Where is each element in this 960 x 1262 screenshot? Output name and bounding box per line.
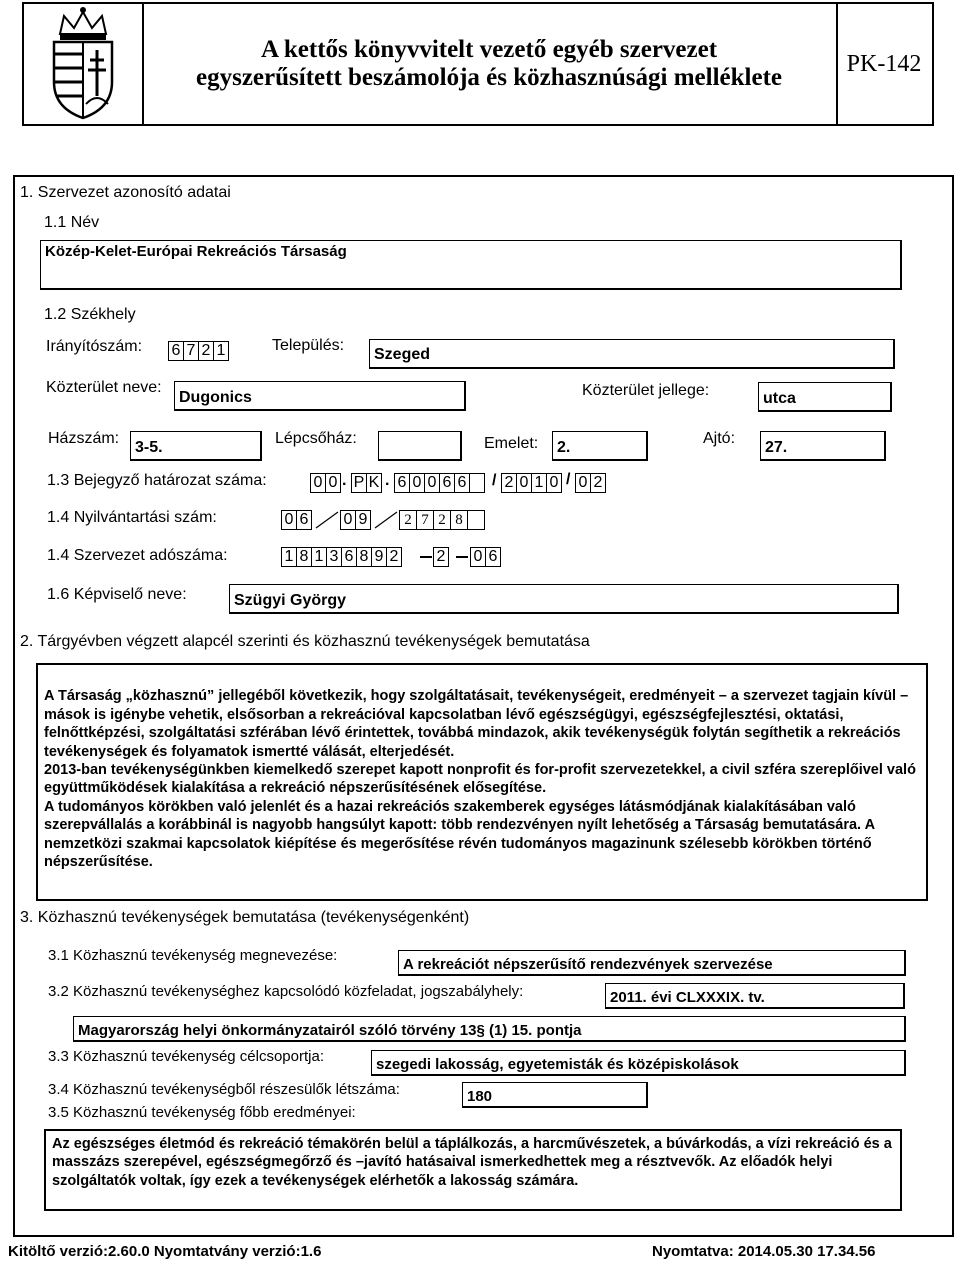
rep-value: Szügyi György [234,592,347,609]
activities-textarea[interactable] [36,663,928,901]
name-field[interactable] [40,240,902,290]
door-field[interactable] [760,431,886,461]
footer-version: Kitöltő verzió:2.60.0 Nyomtatvány verzió:1.6 [8,1243,322,1260]
tax-digit: 6 [485,547,501,567]
tax-digit: 3 [326,547,342,567]
hungarian-coat-of-arms-icon [24,4,142,124]
tax-digit: 0 [470,547,486,567]
registry-digit: 0 [281,510,297,530]
reg-decision-label: 1.3 Bejegyző határozat száma: [47,472,267,489]
section2-heading: 2. Tárgyévben végzett alapcél szerinti és közhasznú tevékenységek bemutatása [20,633,590,650]
reg-digit: 1 [531,473,547,493]
public-task-field2[interactable] [73,1016,906,1042]
reg-dot: . [385,472,390,489]
form-title-line2: egyszerűsített beszámolója és közhasznúsági melléklete [196,64,782,91]
street-type-label: Közterület jellege: [582,382,710,399]
reg-decision-part3[interactable] [395,473,485,493]
zip-field[interactable] [169,341,229,361]
city-value: Szeged [374,346,431,363]
participants-label: 3.4 Közhasznú tevékenységből részesülők létszáma: [48,1081,400,1098]
registry-separator [314,508,340,532]
house-value: 3-5. [135,439,163,456]
footer-printed: Nyomtatva: 2014.05.30 17.34.56 [652,1243,876,1260]
tax-digit: 8 [356,547,372,567]
street-label: Közterület neve: [46,379,162,396]
reg-digit: 6 [454,473,470,493]
reg-decision-part5[interactable] [576,473,606,493]
tax-digit: 6 [341,547,357,567]
reg-digit: 0 [310,473,326,493]
registry-digit: 0 [340,510,356,530]
reg-digit: 0 [409,473,425,493]
reg-digit: 2 [590,473,606,493]
reg-digit: K [366,473,382,493]
tax-part2[interactable] [434,547,449,567]
target-group-value: szegedi lakosság, egyetemisták és középiskolások [376,1056,739,1073]
registry-digit: 2 [399,510,417,530]
results-text: Az egészséges életmód és rekreáció témakörén belül a táplálkozás, a harcművészetek, a búvárkodás, a vízi rekreáció és a masszázs szerepével, egészségmegőrző és –javító hatásaival ismerkedhettek meg a résztvevők. Az előadók helyi szolgáltatók voltak, így ezek a tevékenységek elérhetők a lakosság számára. [52,1136,892,1189]
registry-digit: 8 [450,510,468,530]
tax-digit: 2 [433,547,449,567]
registry-digit: 2 [433,510,451,530]
registry-digit [467,510,485,530]
reg-decision-part4[interactable] [502,473,562,493]
form-code: PK-142 [846,50,922,77]
public-task-value1: 2011. évi CLXXXIX. tv. [610,989,765,1006]
reg-digit [469,473,485,493]
public-task-field1[interactable] [605,983,905,1009]
stair-field[interactable] [378,431,462,461]
stair-label: Lépcsőház: [275,430,357,447]
tax-dash [420,556,432,558]
tax-part1[interactable] [282,547,402,567]
reg-slash: / [566,471,571,488]
section1-heading: 1. Szervezet azonosító adatai [20,184,231,201]
public-task-value2: Magyarország helyi önkormányzatairól szóló törvény 13§ (1) 15. pontja [78,1022,582,1039]
rep-field[interactable] [229,584,899,614]
city-label: Település: [272,337,345,354]
activity-name-value: A rekreációt népszerűsítő rendezvények szervezése [403,956,773,973]
results-label: 3.5 Közhasznú tevékenység főbb eredményei: [48,1104,356,1121]
reg-digit: 0 [325,473,341,493]
crest-cell [24,4,144,124]
house-label: Házszám: [48,430,120,447]
tax-dash [456,556,468,558]
form-header [22,2,934,126]
seat-label: 1.2 Székhely [44,306,136,323]
house-field[interactable] [130,431,262,461]
registry-digit: 6 [296,510,312,530]
tax-digit: 1 [311,547,327,567]
tax-digit: 8 [296,547,312,567]
zip-digit: 6 [168,341,184,361]
activity-name-label: 3.1 Közhasznú tevékenység megnevezése: [48,947,338,964]
tax-digit: 9 [371,547,387,567]
name-label: 1.1 Név [44,214,100,231]
activities-text: A Társaság „közhasznú” jellegéből következik, hogy szolgáltatásait, tevékenységeit, eredményeit – a szervezet tagjain kívül – mások is igénybe vehetik, elsősorban a rekreációval kapcsolatban lévő egészségügyi, egészségfejlesztési, oktatási, felnőttképzési, szolgáltatási szférában lévő érintettek, továbbá mindazok, akik tevékenységük folytán segíthetik a rekreációs tevékenységek és folyamatok ismertté válását, elterjedését. 2013-ban tevékenységünkben kiemelkedő szerepet kapott nonprofit és for-profit szervezetekkel, a civil szféra szereplőivel való együttműködések kialakítása a rekreáció népszerűsítésének elősegítése. A tudományos körökben való jelenlét és a hazai rekreációs szakemberek egységes látásmódjának kialakításában való szerepvállalás a korábbinál is nagyobb hangsúlyt kapott: több rendezvényen nyílt lehetőség a Társaság bemutatására. A nemzetközi szakmai kapcsolatok kiépítése és megerősítése révén tudományos magazinunk szélesebb körökben történő népszerűsítése. [44,688,916,871]
zip-label: Irányítószám: [46,338,143,355]
target-group-field[interactable] [371,1050,906,1076]
city-field[interactable] [369,339,895,369]
zip-digit: 2 [198,341,214,361]
reg-digit: 6 [439,473,455,493]
activity-name-field[interactable] [398,950,906,976]
registry-label: 1.4 Nyilvántartási szám: [47,509,217,526]
reg-dot: . [342,472,347,489]
street-value: Dugonics [179,389,252,406]
target-group-label: 3.3 Közhasznú tevékenység célcsoportja: [48,1048,324,1065]
reg-digit: 6 [394,473,410,493]
reg-digit: 0 [546,473,562,493]
registry-digit: 7 [416,510,434,530]
registry-part2[interactable] [341,510,371,530]
reg-digit: 0 [575,473,591,493]
reg-digit: 0 [516,473,532,493]
floor-label: Emelet: [484,435,539,452]
tax-part3[interactable] [471,547,501,567]
street-type-value: utca [763,390,796,407]
registry-separator [373,508,399,532]
tax-digit: 2 [386,547,402,567]
registry-digit: 9 [355,510,371,530]
reg-digit: 2 [501,473,517,493]
name-value: Közép-Kelet-Európai Rekreációs Társaság [45,243,347,260]
zip-digit: 1 [213,341,229,361]
registry-part1[interactable] [282,510,312,530]
street-type-field[interactable] [758,382,892,412]
rep-label: 1.6 Képviselő neve: [47,586,187,603]
form-title [142,4,838,124]
reg-slash: / [492,472,497,489]
public-task-label: 3.2 Közhasznú tevékenységhez kapcsolódó közfeladat, jogszabályhely: [48,983,524,1000]
form-code-cell [836,4,932,124]
floor-value: 2. [557,439,571,456]
participants-field[interactable] [462,1082,648,1108]
floor-field[interactable] [552,431,648,461]
registry-part3[interactable] [400,510,485,530]
form-title-line1: A kettős könyvvitelt vezető egyéb szervezet [260,36,718,63]
street-field[interactable] [174,381,466,411]
zip-digit: 7 [183,341,199,361]
results-textarea[interactable] [44,1129,902,1211]
reg-digit: P [351,473,367,493]
reg-decision-part2[interactable] [352,473,382,493]
reg-digit: 0 [424,473,440,493]
tax-digit: 1 [281,547,297,567]
door-label: Ajtó: [703,430,736,447]
reg-decision-part1[interactable] [311,473,341,493]
door-value: 27. [765,439,788,456]
participants-value: 180 [467,1088,493,1105]
section3-heading: 3. Közhasznú tevékenységek bemutatása (tevékenységenként) [20,909,470,926]
tax-label: 1.4 Szervezet adószáma: [47,547,228,564]
